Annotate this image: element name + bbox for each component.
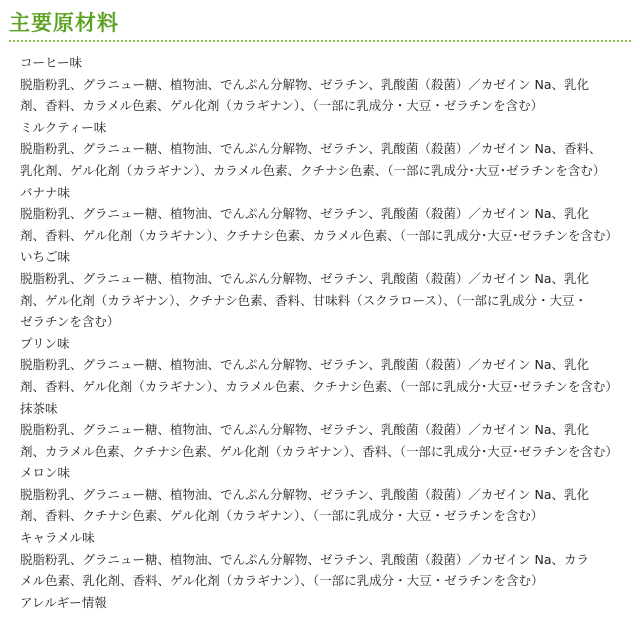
flavor-name: 抹茶味 xyxy=(20,400,58,416)
section-title: 主要原材料 xyxy=(9,11,119,35)
flavor-name: メロン味 xyxy=(20,465,71,481)
flavor-ingredients: 脱脂粉乳、グラニュー糖、植物油、でんぷん分解物、ゼラチン、乳酸菌（殺菌）／カゼイン Na、乳化 剤、ゲル化剤（カラギナン）、クチナシ色素、香料、甘味料（スクラロース）、（一部に乳成分・大豆・ ゼラチンを含む） xyxy=(20,270,589,330)
flavor-strawberry xyxy=(20,246,620,332)
ingredients-list xyxy=(20,52,620,613)
flavor-name: キャラメル味 xyxy=(20,530,95,546)
section-header xyxy=(0,0,640,44)
flavor-name: いちご味 xyxy=(20,249,71,265)
flavor-name: ミルクティー味 xyxy=(20,119,107,135)
flavor-pudding xyxy=(20,333,620,398)
flavor-name: プリン味 xyxy=(20,335,70,351)
flavor-milk-tea xyxy=(20,117,620,182)
flavor-ingredients: 脱脂粉乳、グラニュー糖、植物油、でんぷん分解物、ゼラチン、乳酸菌（殺菌）／カゼイン Na、乳化 剤、香料、カラメル色素、ゲル化剤（カラギナン）、（一部に乳成分・大豆・ゼラチンを含む） xyxy=(20,76,589,114)
dotted-divider xyxy=(9,40,631,42)
flavor-name: バナナ味 xyxy=(20,184,71,200)
flavor-ingredients: 脱脂粉乳、グラニュー糖、植物油、でんぷん分解物、ゼラチン、乳酸菌（殺菌）／カゼイン Na、乳化 剤、香料、ゲル化剤（カラギナン）、クチナシ色素、カラメル色素、（一部に乳成分･大豆･ゼラチンを含む） xyxy=(20,206,618,243)
flavor-caramel xyxy=(20,527,620,592)
flavor-ingredients: 脱脂粉乳、グラニュー糖、植物油、でんぷん分解物、ゼラチン、乳酸菌（殺菌）／カゼイン Na、乳化 剤、香料、クチナシ色素、ゲル化剤（カラギナン）、（一部に乳成分・大豆・ゼラチンを含む） xyxy=(20,486,589,524)
flavor-ingredients: 脱脂粉乳、グラニュー糖、植物油、でんぷん分解物、ゼラチン、乳酸菌（殺菌）／カゼイン Na、乳化 剤、香料、ゲル化剤（カラギナン）、カラメル色素、クチナシ色素、（一部に乳成分･大豆･ゼラチンを含む） xyxy=(20,357,618,394)
flavor-ingredients: 脱脂粉乳、グラニュー糖、植物油、でんぷん分解物、ゼラチン、乳酸菌（殺菌）／カゼイン Na、カラ メル色素、乳化剤、香料、ゲル化剤（カラギナン）、（一部に乳成分・大豆・ゼラチンを含む） xyxy=(20,551,589,589)
flavor-coffee xyxy=(20,52,620,117)
flavor-name: コーヒー味 xyxy=(20,55,83,70)
flavor-ingredients: 脱脂粉乳、グラニュー糖、植物油、でんぷん分解物、ゼラチン、乳酸菌（殺菌）／カゼイン Na、乳化 剤、カラメル色素、クチナシ色素、ゲル化剤（カラギナン）、香料、（一部に乳成分･大豆･ゼラチンを含む） xyxy=(20,422,618,459)
flavor-banana xyxy=(20,182,620,247)
flavor-ingredients: 脱脂粉乳、グラニュー糖、植物油、でんぷん分解物、ゼラチン、乳酸菌（殺菌）／カゼイン Na、香料、 乳化剤、ゲル化剤（カラギナン）、カラメル色素、クチナシ色素、（一部に乳成分･大豆･ゼラチンを含む） xyxy=(20,141,606,178)
allergy-heading: アレルギー情報 xyxy=(20,594,107,610)
flavor-matcha xyxy=(20,398,620,463)
flavor-melon xyxy=(20,462,620,527)
